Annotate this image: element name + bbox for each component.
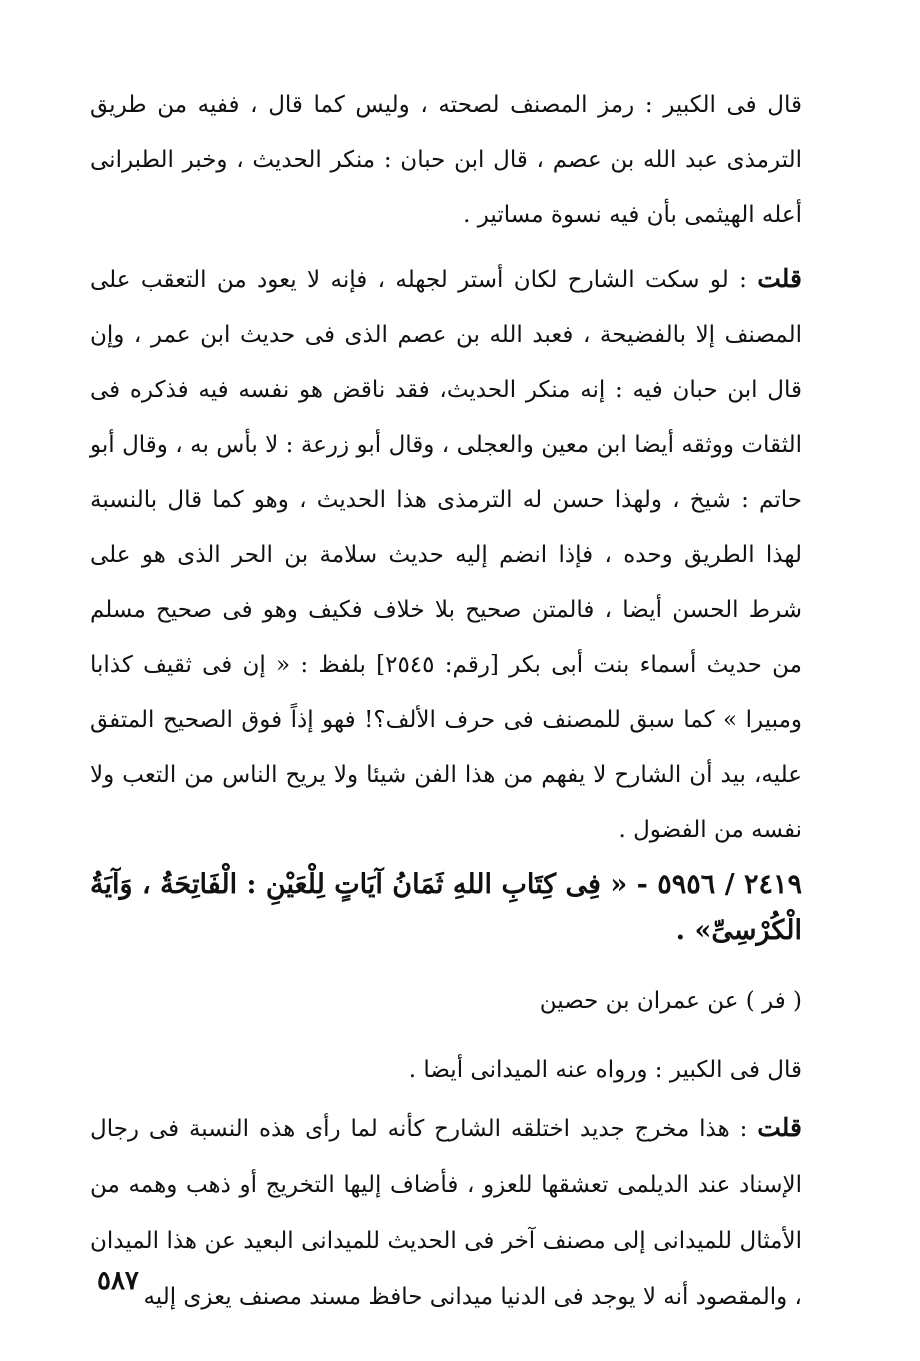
paragraph-4 bbox=[90, 1100, 802, 1325]
paragraph-4-keyword: قلت bbox=[757, 1113, 803, 1142]
paragraph-3-text: قال فى الكبير : ورواه عنه الميدانى أيضا . bbox=[408, 1057, 802, 1083]
paragraph-2-text: : لو سكت الشارح لكان أستر لجهله ، فإنه لا يعود من التعقب على المصنف إلا بالفضيحة ، فعبد الله بن عصم الذى فى حديث ابن عمر ، وإن قال ابن حبان فيه : إنه منكر الحديث، فقد ناقض هو نفسه فيه فذكره فى الثقات ووثقه أيضا ابن معين والعجلى ، وقال أبو زرعة : لا بأس به ، وقال أبو حاتم : شيخ ، ولهذا حسن له الترمذى هذا الحديث ، وهو كما قال بالنسبة لهذا الطريق وحده ، فإذا انضم إليه حديث سلامة بن الحر الذى هو على شرط الحسن أيضا ، فالمتن صحيح بلا خلاف فكيف وهو فى صحيح مسلم من حديث أسماء بنت أبى بكر [رقم: ٢٥٤٥] بلفظ : « إن فى ثقيف كذابا ومبيرا » كما سبق للمصنف فى حرف الألف؟! فهو إذاً فوق الصحيح المتفق عليه، بيد أن الشارح لا يفهم من هذا الفن شيئا ولا يريح الناس من التعب ولا نفسه من الفضول . bbox=[90, 267, 802, 843]
page-number: ٥٨٧ bbox=[97, 1266, 139, 1296]
hadith-source bbox=[90, 972, 802, 1030]
hadith-entry bbox=[90, 862, 802, 954]
paragraph-2 bbox=[90, 251, 802, 858]
hadith-number: ٢٤١٩ / ٥٩٥٦ - bbox=[636, 869, 802, 900]
paragraph-1-text: قال فى الكبير : رمز المصنف لصحته ، وليس كما قال ، ففيه من طريق الترمذى عبد الله بن عصم ، قال ابن حبان : منكر الحديث ، وخبر الطبرانى أعله الهيثمى بأن فيه نسوة مساتير . bbox=[90, 92, 802, 228]
paragraph-1 bbox=[90, 78, 802, 243]
paragraph-4-text: : هذا مخرج جديد اختلقه الشارح كأنه لما رأى هذه النسبة فى رجال الإسناد عند الديلمى تعشقها للعزو ، فأضاف إليها التخريج أو ذهب وهمه من الأمثال للميدانى إلى مصنف آخر فى الحديث للميدانى البعيد عن هذا الميدان ، والمقصود أنه لا يوجد فى الدنيا ميدانى حافظ مسند مصنف يعزى إليه bbox=[90, 1116, 802, 1310]
hadith-source-text: ( فر ) عن عمران بن حصين bbox=[539, 988, 802, 1014]
hadith-text: « فِى كِتَابِ اللهِ ثَمَانُ آيَاتٍ لِلْعَيْنِ : الْفَاتِحَةُ ، وَآيَةُ الْكُرْسِىِّ» . bbox=[90, 869, 802, 946]
paragraph-3 bbox=[90, 1042, 802, 1098]
paragraph-2-keyword: قلت bbox=[757, 264, 802, 293]
page-body bbox=[90, 78, 802, 1325]
